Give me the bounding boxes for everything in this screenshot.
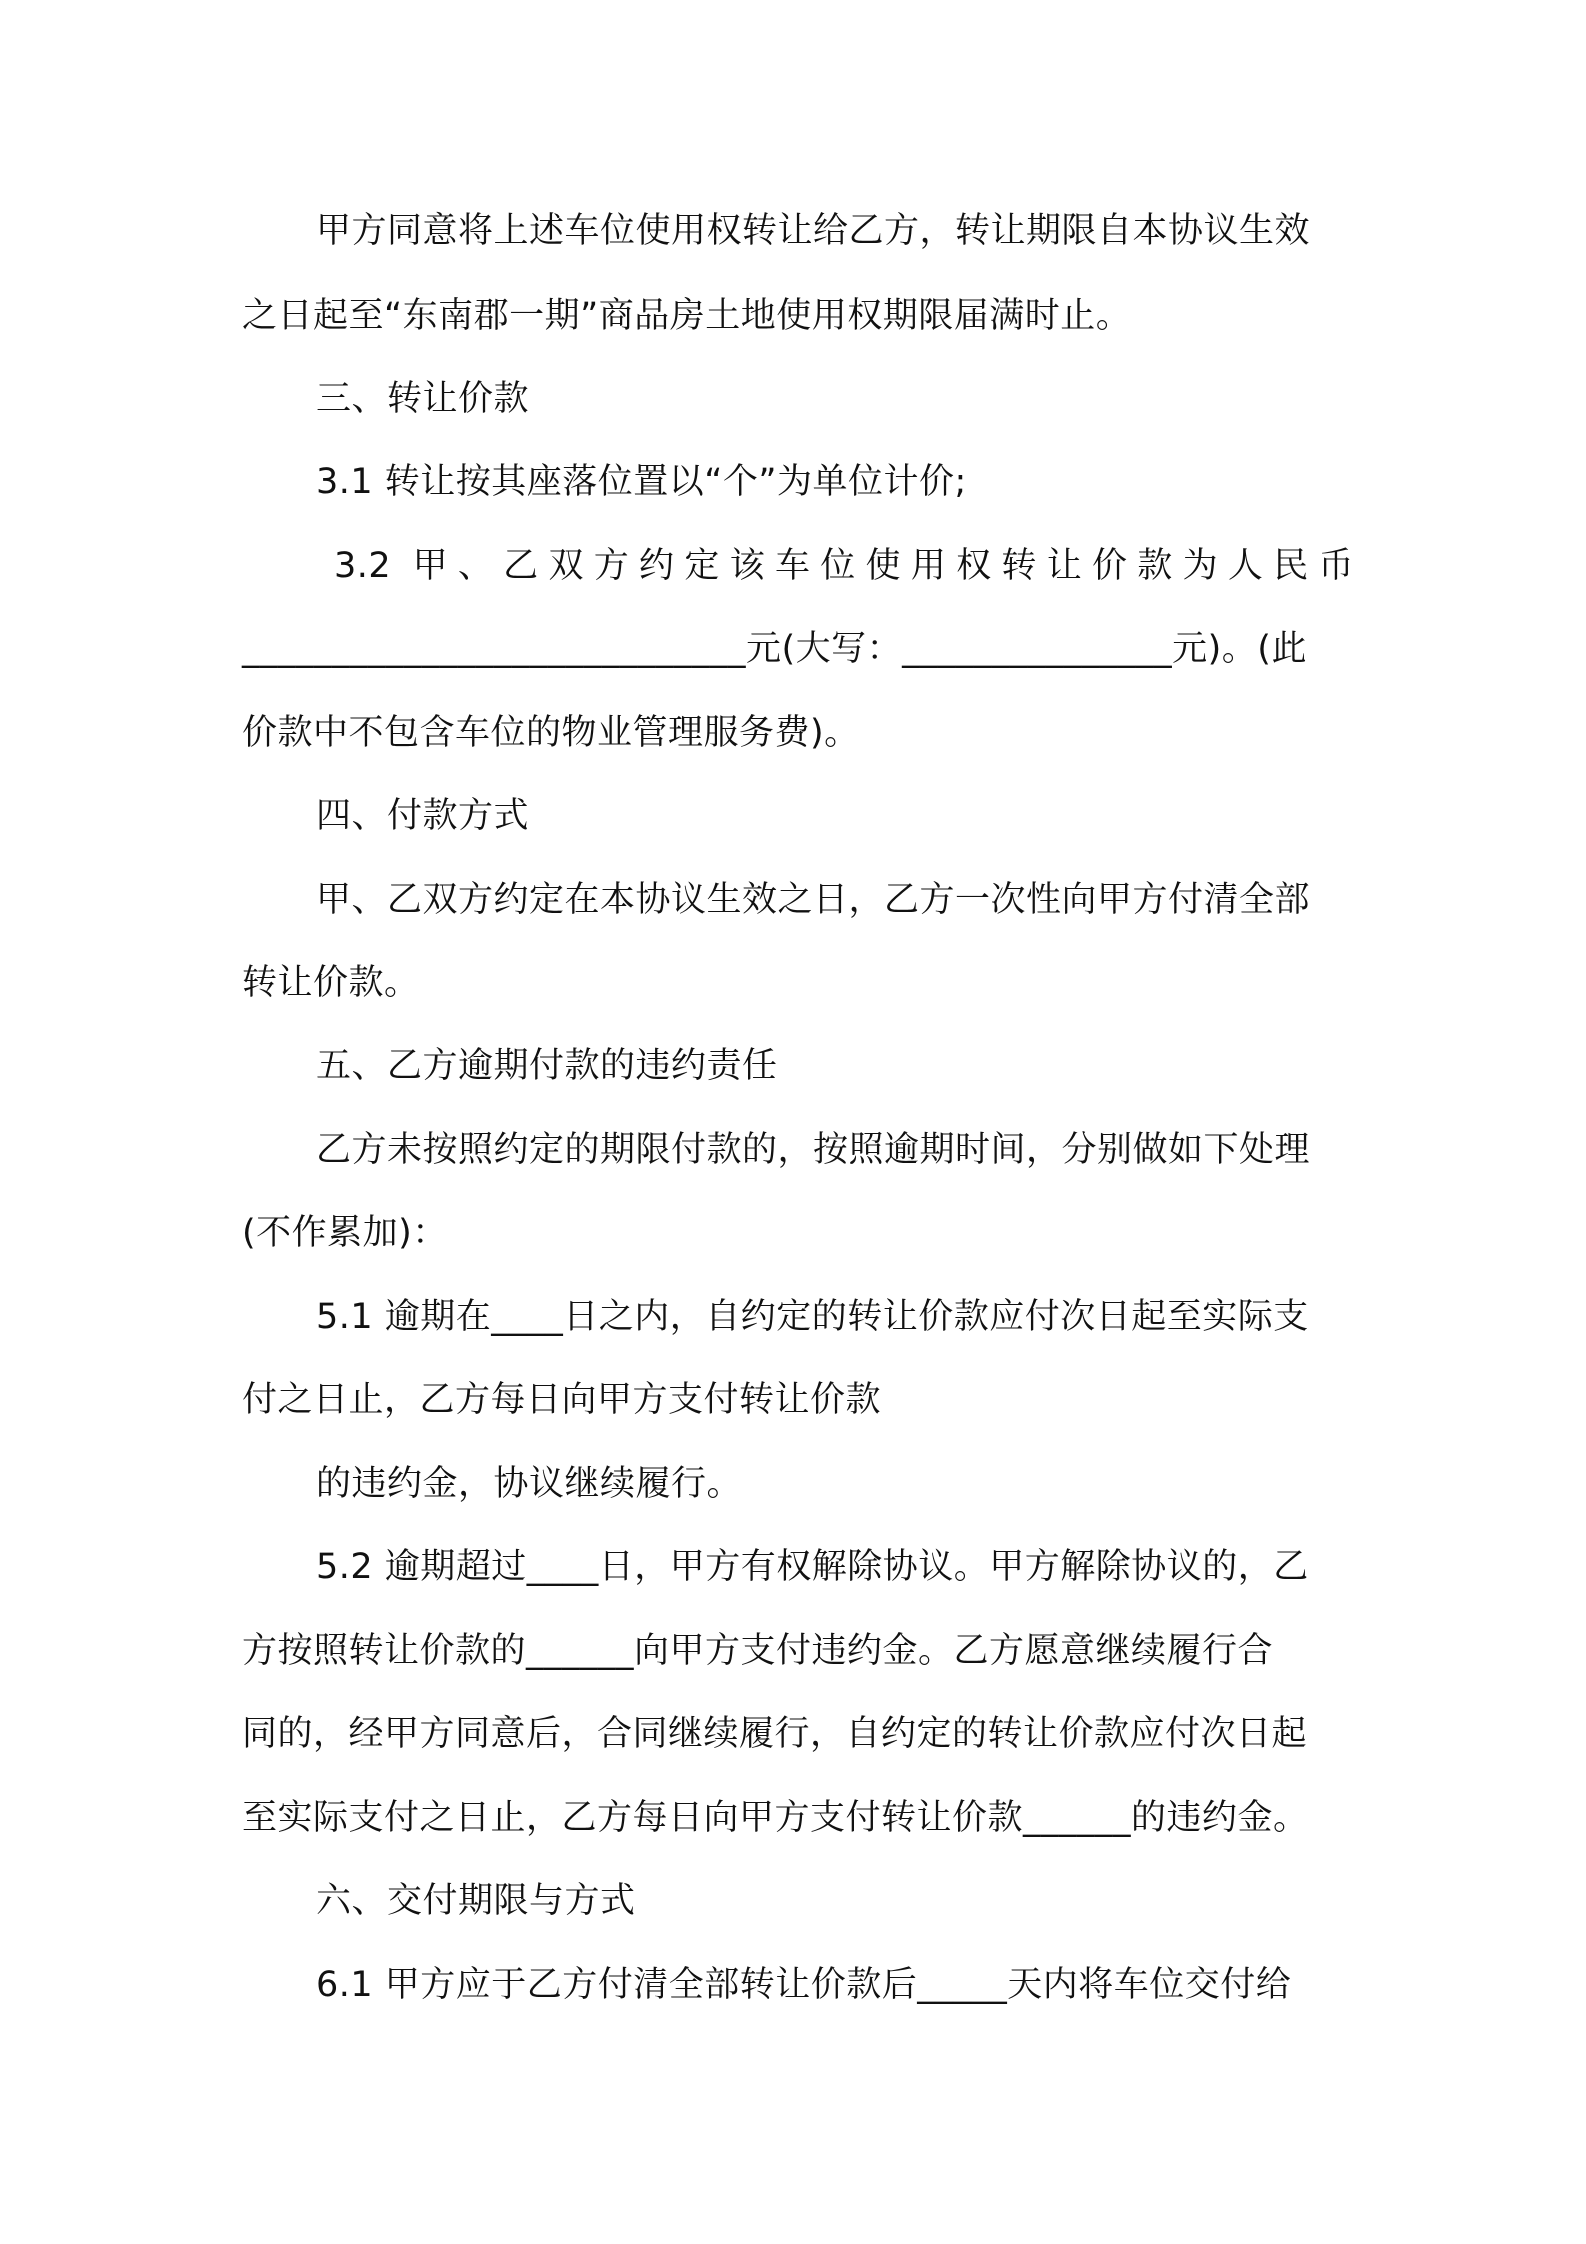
clause-line: 3.1 转让按其座落位置以“个”为单位计价; <box>316 462 967 502</box>
clause-line: 6.1 甲方应于乙方付清全部转让价款后_____天内将车位交付给 <box>316 1965 1292 2005</box>
paragraph-line: 方按照转让价款的______向甲方支付违约金。乙方愿意继续履行合 <box>242 1631 1274 1671</box>
paragraph-line: 价款中不包含车位的物业管理服务费)。 <box>242 713 860 753</box>
clause-line: 3.2 甲、乙双方约定该车位使用权转让价款为人民币 <box>334 546 1354 586</box>
paragraph-line: ____________________________元(大写：_______________元)。(此 <box>242 629 1307 669</box>
paragraph-line: 甲、乙双方约定在本协议生效之日，乙方一次性向甲方付清全部 <box>316 880 1311 920</box>
paragraph-line: 至实际支付之日止，乙方每日向甲方支付转让价款______的违约金。 <box>242 1798 1309 1838</box>
paragraph-line: 同的，经甲方同意后，合同继续履行，自约定的转让价款应付次日起 <box>242 1714 1308 1754</box>
section-heading: 四、付款方式 <box>316 796 530 836</box>
paragraph-line: 之日起至“东南郡一期”商品房土地使用权期限届满时止。 <box>242 296 1132 336</box>
section-heading: 六、交付期限与方式 <box>316 1881 636 1921</box>
section-heading: 五、乙方逾期付款的违约责任 <box>316 1046 778 1086</box>
clause-line: 5.1 逾期在____日之内，自约定的转让价款应付次日起至实际支 <box>316 1297 1309 1337</box>
paragraph-line: 转让价款。 <box>242 963 420 1003</box>
paragraph-line: 甲方同意将上述车位使用权转让给乙方，转让期限自本协议生效 <box>316 211 1311 251</box>
paragraph-line: 乙方未按照约定的期限付款的，按照逾期时间，分别做如下处理 <box>316 1130 1311 1170</box>
section-heading: 三、转让价款 <box>316 379 530 419</box>
paragraph-line: 的违约金，协议继续履行。 <box>316 1464 743 1504</box>
paragraph-line: (不作累加)： <box>242 1213 448 1253</box>
paragraph-line: 付之日止，乙方每日向甲方支付转让价款 <box>242 1380 882 1420</box>
clause-line: 5.2 逾期超过____日，甲方有权解除协议。甲方解除协议的，乙 <box>316 1547 1309 1587</box>
